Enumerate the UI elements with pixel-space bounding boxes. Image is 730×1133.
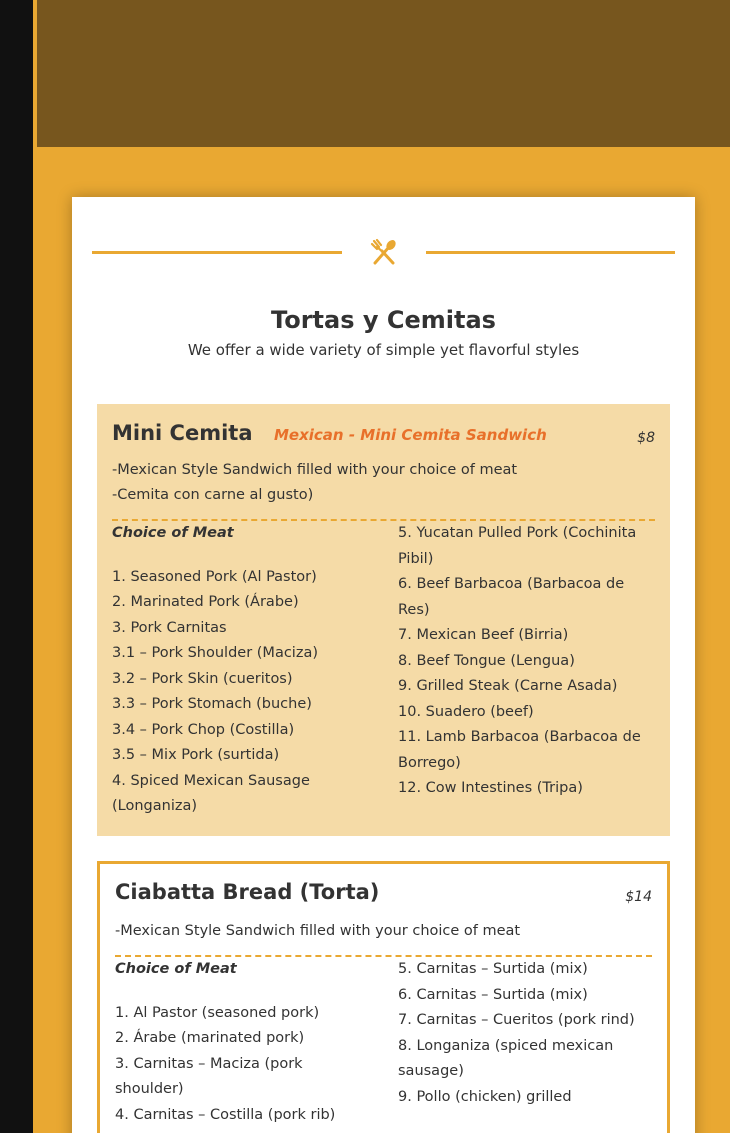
list-item: 1. Al Pastor (seasoned pork) [115, 1004, 320, 1021]
list-item: 3.4 – Pork Chop (Costilla) [112, 721, 295, 738]
list-item: 6. Carnitas – Surtida (mix) [398, 986, 588, 1003]
menu-item-ciabatta-torta [97, 861, 670, 1133]
list-item: 3. Pork Carnitas [112, 619, 227, 636]
list-item: 9. Pollo (chicken) grilled [398, 1088, 572, 1105]
list-item: 3.3 – Pork Stomach (buche) [112, 696, 312, 712]
list-item: 2. Árabe (marinated pork) [115, 1030, 305, 1046]
item-description [112, 458, 517, 508]
list-item: 6. Beef Barbacoa (Barbacoa de Res) [398, 576, 625, 618]
description-line: -Mexican Style Sandwich filled with your choice of meat [115, 923, 521, 939]
list-item: 10. Suadero (beef) [398, 703, 534, 720]
list-item: 8. Beef Tongue (Lengua) [398, 652, 575, 669]
list-item: 2. Marinated Pork (Árabe) [112, 594, 299, 610]
list-item: 3.2 – Pork Skin (cueritos) [112, 670, 293, 687]
section-subtitle: We offer a wide variety of simple yet flavorful styles [187, 341, 580, 359]
list-item: 5. Carnitas – Surtida (mix) [398, 961, 588, 977]
description-line: -Cemita con carne al gusto) [112, 487, 314, 503]
left-edge-strip [0, 0, 33, 1133]
list-item: 4. Spiced Mexican Sausage (Longaniza) [112, 772, 310, 814]
list-item: 1. Seasoned Pork (Al Pastor) [112, 568, 317, 585]
hero-banner [37, 0, 730, 147]
divider-line-left [92, 251, 342, 254]
choice-label: Choice of Meat [112, 525, 234, 541]
menu-item-mini-cemita [97, 404, 670, 836]
menu-card [72, 197, 695, 1133]
meat-options-left [115, 957, 375, 1128]
list-item: 8. Longaniza (spiced mexican sausage) [398, 1037, 614, 1079]
list-item: 11. Lamb Barbacoa (Barbacoa de Borrego) [398, 729, 641, 771]
item-name: Ciabatta Bread (Torta) [115, 880, 380, 904]
description-line: -Mexican Style Sandwich filled with your choice of meat [112, 462, 518, 478]
item-tag: Mexican - Mini Cemita Sandwich [274, 426, 547, 444]
divider-line-right [426, 251, 675, 254]
item-description [115, 919, 520, 944]
utensils-icon [370, 238, 398, 266]
list-item: 12. Cow Intestines (Tripa) [398, 780, 583, 796]
list-item: 3.5 – Mix Pork (surtida) [112, 747, 280, 763]
meat-options-right [398, 521, 658, 802]
list-item: 9. Grilled Steak (Carne Asada) [398, 678, 618, 694]
item-name: Mini Cemita [112, 421, 253, 445]
list-item: 3. Carnitas – Maciza (pork shoulder) [115, 1055, 303, 1097]
list-item: 3.1 – Pork Shoulder (Maciza) [112, 645, 318, 661]
section-title: Tortas y Cemitas [271, 306, 496, 334]
list-item: 4. Carnitas – Costilla (pork rib) [115, 1106, 336, 1123]
list-item: 7. Mexican Beef (Birria) [398, 627, 569, 643]
choice-label: Choice of Meat [115, 961, 237, 977]
item-price: $8 [637, 430, 655, 446]
meat-options-left [112, 521, 372, 820]
meat-options-right [398, 957, 658, 1110]
list-item: 5. Yucatan Pulled Pork (Cochinita Pibil) [398, 525, 637, 567]
item-price: $14 [625, 889, 652, 905]
list-item: 7. Carnitas – Cueritos (pork rind) [398, 1012, 635, 1028]
